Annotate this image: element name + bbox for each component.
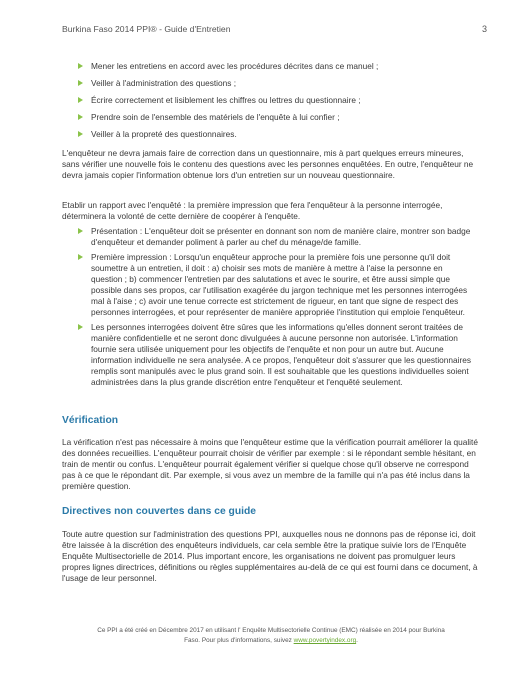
arrow-bullet-icon <box>78 114 83 120</box>
list-item: Prendre soin de l'ensemble des matériels de l'enquête à lui confier ; <box>78 112 472 123</box>
directives-heading: Directives non couvertes dans ce guide <box>62 506 256 517</box>
list-item: Les personnes interrogées doivent être sûres que les informations qu'elles donnent seront traitées de manière confidentielle et ne seront donc divulguées à aucune personne non autorisée. L'information fournie sera utilisée uniquement pour les objectifs de l'enquête et non pour un autre but. Aucune information individuelle ne sera analysée. A ce propos, l'enquêteur doit s'assurer que les questionnaires remplis sont manipulés avec le plus grand soin. Il est souhaitable que les questions individuelles soient administrées dans la plus grande discrétion entre l'enquêteur et l'enquêté seulement. <box>78 322 472 388</box>
verification-paragraph: La vérification n'est pas nécessaire à moins que l'enquêteur estime que la vérification pourrait améliorer la qualité des données recueillies. L'enquêteur pourrait choisir de vérifier par exemple : si le répondant semble hésitant, en train de mentir ou confus. L'enquêteur pourrait également vérifier si quelque chose qu'il observe ne correspond pas à ce que le répondant dit. Par exemple, si vous avez un membre de la famille qui n'a pas été inclus dans la première question. <box>62 437 478 491</box>
arrow-bullet-icon <box>78 324 83 330</box>
page-footer <box>62 626 480 646</box>
list-item: Mener les entretiens en accord avec les procédures décrites dans ce manuel ; <box>78 61 472 72</box>
arrow-bullet-icon <box>78 131 83 137</box>
list-item: Présentation : L'enquêteur doit se présenter en donnant son nom de manière claire, montrer son badge d'enquêteur et demander poliment à parler au chef du ménage/de famille. <box>78 226 472 248</box>
responsibilities-list <box>78 61 472 140</box>
list-item: Écrire correctement et lisiblement les chiffres ou lettres du questionnaire ; <box>78 95 472 106</box>
list-item: Première impression : Lorsqu'un enquêteur approche pour la première fois une personne qu'il doit soumettre à un entretien, il doit : a) choisir ses mots de manière à mettre à l'aise la personne en question ; b) commencer l'entretien par des salutations et avec le sourire, et être aussi simple que possible dans ses propos, car l'utilisation exagérée du jargon technique met les personnes interrogées mal à l'aise ; c) avoir une tenue correcte est strictement de rigueur, en tant que signe de respect des personnes interrogées, et pour représenter de manière appropriée l'institution qui emploie l'enquêteur. <box>78 252 472 318</box>
list-item: Veiller à l'administration des questions ; <box>78 78 472 89</box>
verification-heading: Vérification <box>62 415 119 426</box>
rapport-paragraph: Etablir un rapport avec l'enquêté : la première impression que fera l'enquêteur à la personne interrogée, déterminera la volonté de cette dernière de coopérer à l'enquête. <box>62 200 443 221</box>
page-header <box>62 24 487 34</box>
arrow-bullet-icon <box>78 254 83 260</box>
footer-line-2: Faso. Pour plus d'informations, suivez www.povertyindex.org. <box>184 637 358 644</box>
page-number: 3 <box>481 24 487 34</box>
footer-line-1: Ce PPI a été créé en Décembre 2017 en utilisant l' Enquête Multisectorielle Continue (EMC) réalisée en 2014 pour Burkina <box>97 627 445 634</box>
directives-paragraph: Toute autre question sur l'administration des questions PPI, auxquelles nous ne donnons pas de réponse ici, doit être laissée à la discrétion des enquêteurs individuels, car cela semble être la pratique suivie lors de l'Enquête Enquête Multisectorielle de 2014. Plus important encore, les organisations ne doivent pas promulguer leurs propres lignes directrices, définitions ou règles supplémentaires au-delà de ce qui est fourni dans ce document, à l'usage de leur personnel. <box>62 529 478 583</box>
list-item: Veiller à la propreté des questionnaires. <box>78 129 472 140</box>
header-title: Burkina Faso 2014 PPI® - Guide d'Entretien <box>62 24 231 34</box>
arrow-bullet-icon <box>78 80 83 86</box>
contact-guidelines-list <box>78 226 472 388</box>
arrow-bullet-icon <box>78 228 83 234</box>
povertyindex-link[interactable]: www.povertyindex.org <box>293 637 357 644</box>
arrow-bullet-icon <box>78 97 83 103</box>
correction-paragraph: L'enquêteur ne devra jamais faire de correction dans un questionnaire, mis à part quelques erreurs mineures, sans vérifier une nouvelle fois le contenu des questions avec les personnes enquêtées. En outre, l'enquêteur ne devra jamais copier l'information obtenue lors d'un entretien sur un nouveau questionnaire. <box>62 148 474 180</box>
arrow-bullet-icon <box>78 63 83 69</box>
